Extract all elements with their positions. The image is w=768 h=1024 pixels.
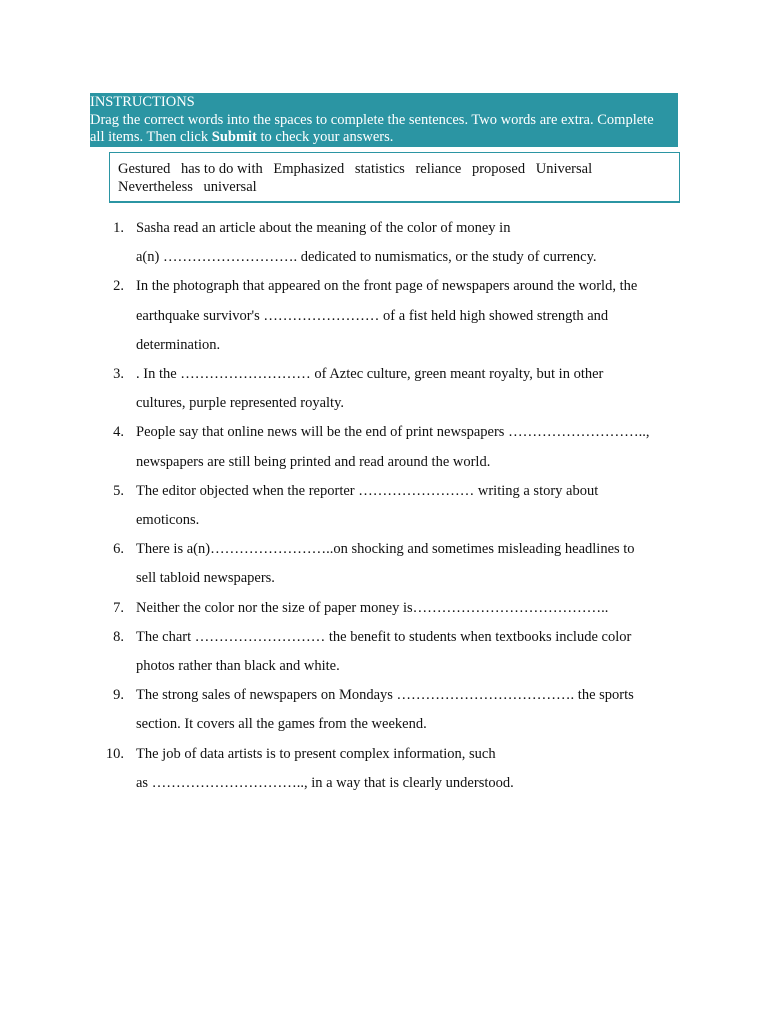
question-item [0, 681, 768, 739]
question-line: The editor objected when the reporter …………………… writing a story about [136, 482, 599, 499]
question-item [0, 360, 768, 418]
question-line: cultures, purple represented royalty. [136, 395, 345, 412]
word-bank [109, 152, 680, 203]
question-number: 8. [113, 628, 124, 645]
question-number: 6. [113, 541, 124, 558]
question-line: The chart ……………………… the benefit to students when textbooks include color [136, 628, 632, 645]
question-line: Sasha read an article about the meaning of the color of money in [136, 220, 511, 236]
word-chip-universal-capital[interactable]: Universal [535, 161, 593, 177]
question-line: The strong sales of newspapers on Mondays ………………………………. the sports [136, 687, 634, 704]
question-text [136, 272, 676, 360]
question-line: determination. [136, 336, 221, 353]
question-number: 5. [113, 482, 124, 499]
question-text [136, 418, 676, 476]
question-text [136, 214, 676, 272]
question-item [0, 272, 768, 360]
question-number: 2. [113, 278, 124, 295]
question-number: 10. [105, 745, 124, 762]
question-text [136, 535, 676, 593]
question-line: There is a(n)……………………..on shocking and sometimes misleading headlines to [136, 541, 635, 558]
word-chip-gestured[interactable]: Gestured [118, 161, 171, 177]
question-item [0, 418, 768, 476]
question-item [0, 740, 768, 798]
question-item [0, 477, 768, 535]
word-chip-has-to-do-with[interactable]: has to do with [180, 161, 263, 177]
question-number: 1. [113, 220, 124, 236]
question-item [0, 214, 768, 272]
question-line: as ………………………….., in a way that is clearly understood. [136, 774, 514, 791]
question-number: 9. [113, 687, 124, 704]
word-chip-universal[interactable]: universal [203, 179, 257, 195]
question-line: People say that online news will be the end of print newspapers ……………………….., [136, 424, 650, 441]
question-line: earthquake survivor's …………………… of a fist held high showed strength and [136, 307, 609, 324]
instructions-line-2-prefix: all items. Then click [90, 129, 212, 145]
question-item [0, 535, 768, 593]
question-line: sell tabloid newspapers. [136, 570, 275, 587]
question-line: Neither the color nor the size of paper money is………………………………….. [136, 599, 609, 616]
question-line: photos rather than black and white. [136, 658, 340, 675]
word-chip-reliance[interactable]: reliance [415, 161, 462, 177]
question-item [0, 594, 768, 623]
question-line: newspapers are still being printed and read around the world. [136, 453, 491, 470]
question-text [136, 594, 676, 623]
question-text [136, 360, 676, 418]
question-number: 4. [113, 424, 124, 441]
instructions-line-1: Drag the correct words into the spaces to complete the sentences. Two words are extra. Complete [90, 111, 654, 128]
word-chip-proposed[interactable]: proposed [471, 161, 526, 177]
question-list [0, 214, 768, 798]
word-chip-statistics[interactable]: statistics [354, 161, 405, 177]
question-line: In the photograph that appeared on the front page of newspapers around the world, the [136, 278, 638, 295]
question-line: emoticons. [136, 512, 200, 529]
instructions-line-2 [90, 129, 678, 147]
question-text [136, 477, 676, 535]
question-number: 7. [113, 599, 124, 616]
question-text [136, 623, 676, 681]
question-line: The job of data artists is to present complex information, such [136, 745, 496, 762]
word-chip-emphasized[interactable]: Emphasized [273, 161, 345, 177]
question-line: a(n) ………………………. dedicated to numismatics, or the study of currency. [136, 249, 597, 266]
question-text [136, 681, 676, 739]
instructions-box [90, 93, 678, 147]
question-item [0, 623, 768, 681]
question-number: 3. [113, 366, 124, 383]
question-text [136, 740, 676, 798]
instructions-line-2-suffix: to check your answers. [256, 129, 394, 145]
question-line: section. It covers all the games from the weekend. [136, 716, 427, 733]
question-line: . In the ……………………… of Aztec culture, green meant royalty, but in other [136, 366, 604, 383]
instructions-heading: INSTRUCTIONS [90, 94, 195, 110]
submit-word: Submit [211, 129, 257, 145]
word-chip-nevertheless[interactable]: Nevertheless [118, 179, 193, 195]
